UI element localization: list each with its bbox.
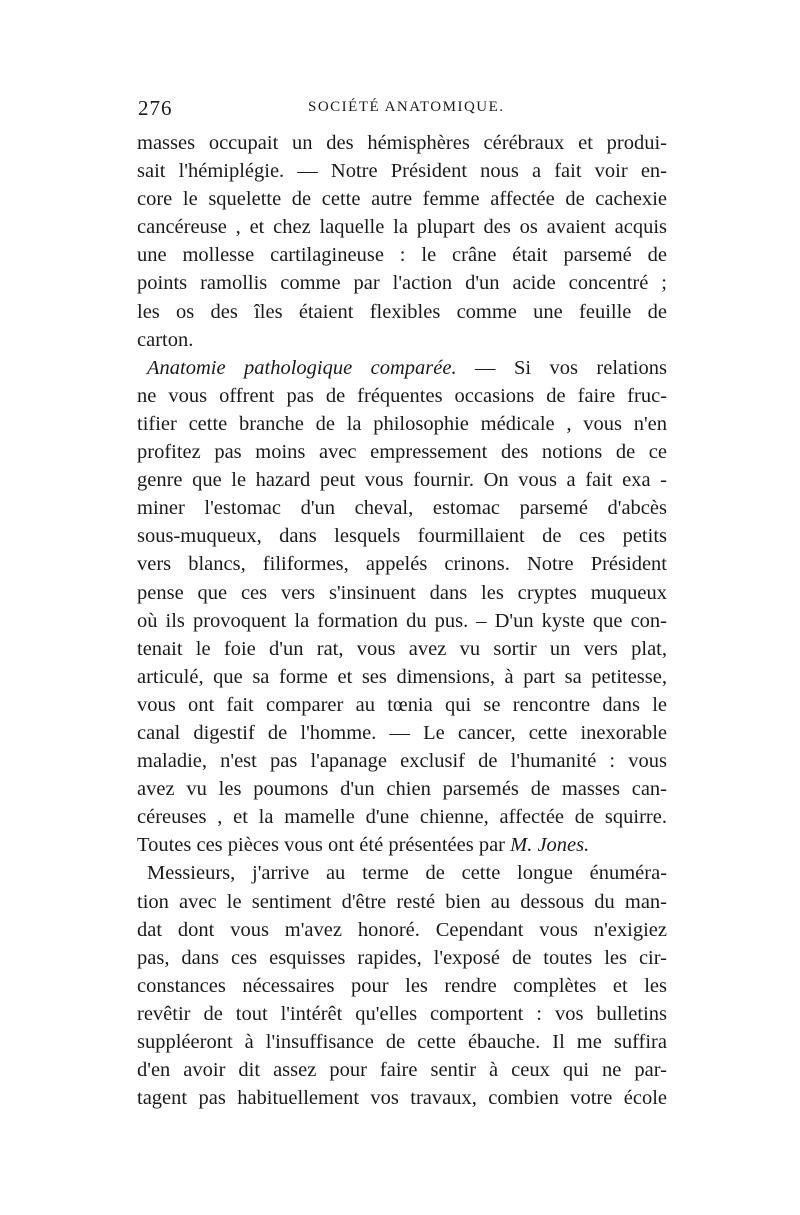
text-line: carton.	[137, 328, 194, 351]
text-line: tenait le foie d'un rat, vous avez vu sortir un vers plat,	[137, 637, 667, 660]
section-heading: Anatomie pathologique comparée.	[147, 356, 457, 379]
text-line: revêtir de tout l'intérêt qu'elles comportent : vos bulletins	[137, 1002, 667, 1025]
text-line: pas, dans ces esquisses rapides, l'exposé de toutes les cir-	[137, 946, 667, 969]
text-line: canal digestif de l'homme. — Le cancer, cette inexorable	[137, 721, 667, 744]
text-line: où ils provoquent la formation du pus. – D'un kyste que con-	[137, 609, 667, 632]
section-heading-continuation: — Si vos relations	[456, 356, 667, 379]
text-line: points ramollis comme par l'action d'un acide concentré ;	[137, 272, 667, 295]
text-line: core le squelette de cette autre femme affectée de cachexie	[137, 188, 667, 211]
text-line: suppléeront à l'insuffisance de cette ébauche. Il me suffira	[137, 1031, 667, 1053]
text-line: une mollesse cartilagineuse : le crâne était parsemé de	[137, 244, 667, 267]
text-segment: Toutes ces pièces vous ont été présentées par	[137, 834, 511, 857]
text-line: sous-muqueux, dans lesquels fourmillaient de ces petits	[137, 525, 667, 548]
text-line: vers blancs, filiformes, appelés crinons. Notre Président	[137, 553, 667, 576]
text-line: articulé, que sa forme et ses dimensions, à part sa petitesse,	[137, 665, 667, 688]
page-header	[138, 96, 666, 126]
text-line: tifier cette branche de la philosophie médicale , vous n'en	[137, 412, 667, 435]
text-line: maladie, n'est pas l'apanage exclusif de l'humanité : vous	[137, 750, 667, 773]
text-line: d'en avoir dit assez pour faire sentir à ceux qui ne par-	[137, 1059, 667, 1082]
text-line: les os des îles étaient flexibles comme une feuille de	[137, 300, 667, 323]
text-line: vous ont fait comparer au tœnia qui se rencontre dans le	[137, 693, 667, 716]
text-line: pense que ces vers s'insinuent dans les cryptes muqueux	[137, 581, 667, 604]
text-line: tion avec le sentiment d'être resté bien au dessous du man-	[137, 890, 667, 913]
section-heading-line	[137, 354, 667, 382]
text-line: avez vu les poumons d'un chien parsemés de masses can-	[137, 778, 667, 801]
text-line: sait l'hémiplégie. — Notre Président nous a fait voir en-	[137, 160, 667, 183]
page-number: 276	[138, 96, 173, 120]
text-line	[137, 831, 667, 859]
person-name: M. Jones.	[510, 834, 590, 857]
body-text	[137, 129, 667, 1112]
text-line: tagent pas habituellement vos travaux, combien votre école	[137, 1087, 667, 1110]
paragraph-start-line: Messieurs, j'arrive au terme de cette longue énuméra-	[147, 862, 667, 885]
text-line: constances nécessaires pour les rendre complètes et les	[137, 974, 667, 997]
text-line: genre que le hazard peut vous fournir. On vous a fait exa -	[137, 469, 667, 492]
text-line: dat dont vous m'avez honoré. Cependant vous n'exigiez	[137, 918, 667, 941]
text-line: céreuses , et la mamelle d'une chienne, affectée de squirre.	[137, 806, 667, 829]
running-head: SOCIÉTÉ ANATOMIQUE.	[308, 99, 505, 115]
text-line: cancéreuse , et chez laquelle la plupart des os avaient acquis	[137, 216, 667, 239]
text-line: profitez pas moins avec empressement des notions de ce	[137, 441, 667, 464]
text-line: miner l'estomac d'un cheval, estomac parsemé d'abcès	[137, 497, 667, 520]
text-line: ne vous offrent pas de fréquentes occasions de faire fruc-	[137, 384, 667, 407]
text-line: masses occupait un des hémisphères cérébraux et produi-	[137, 132, 667, 154]
